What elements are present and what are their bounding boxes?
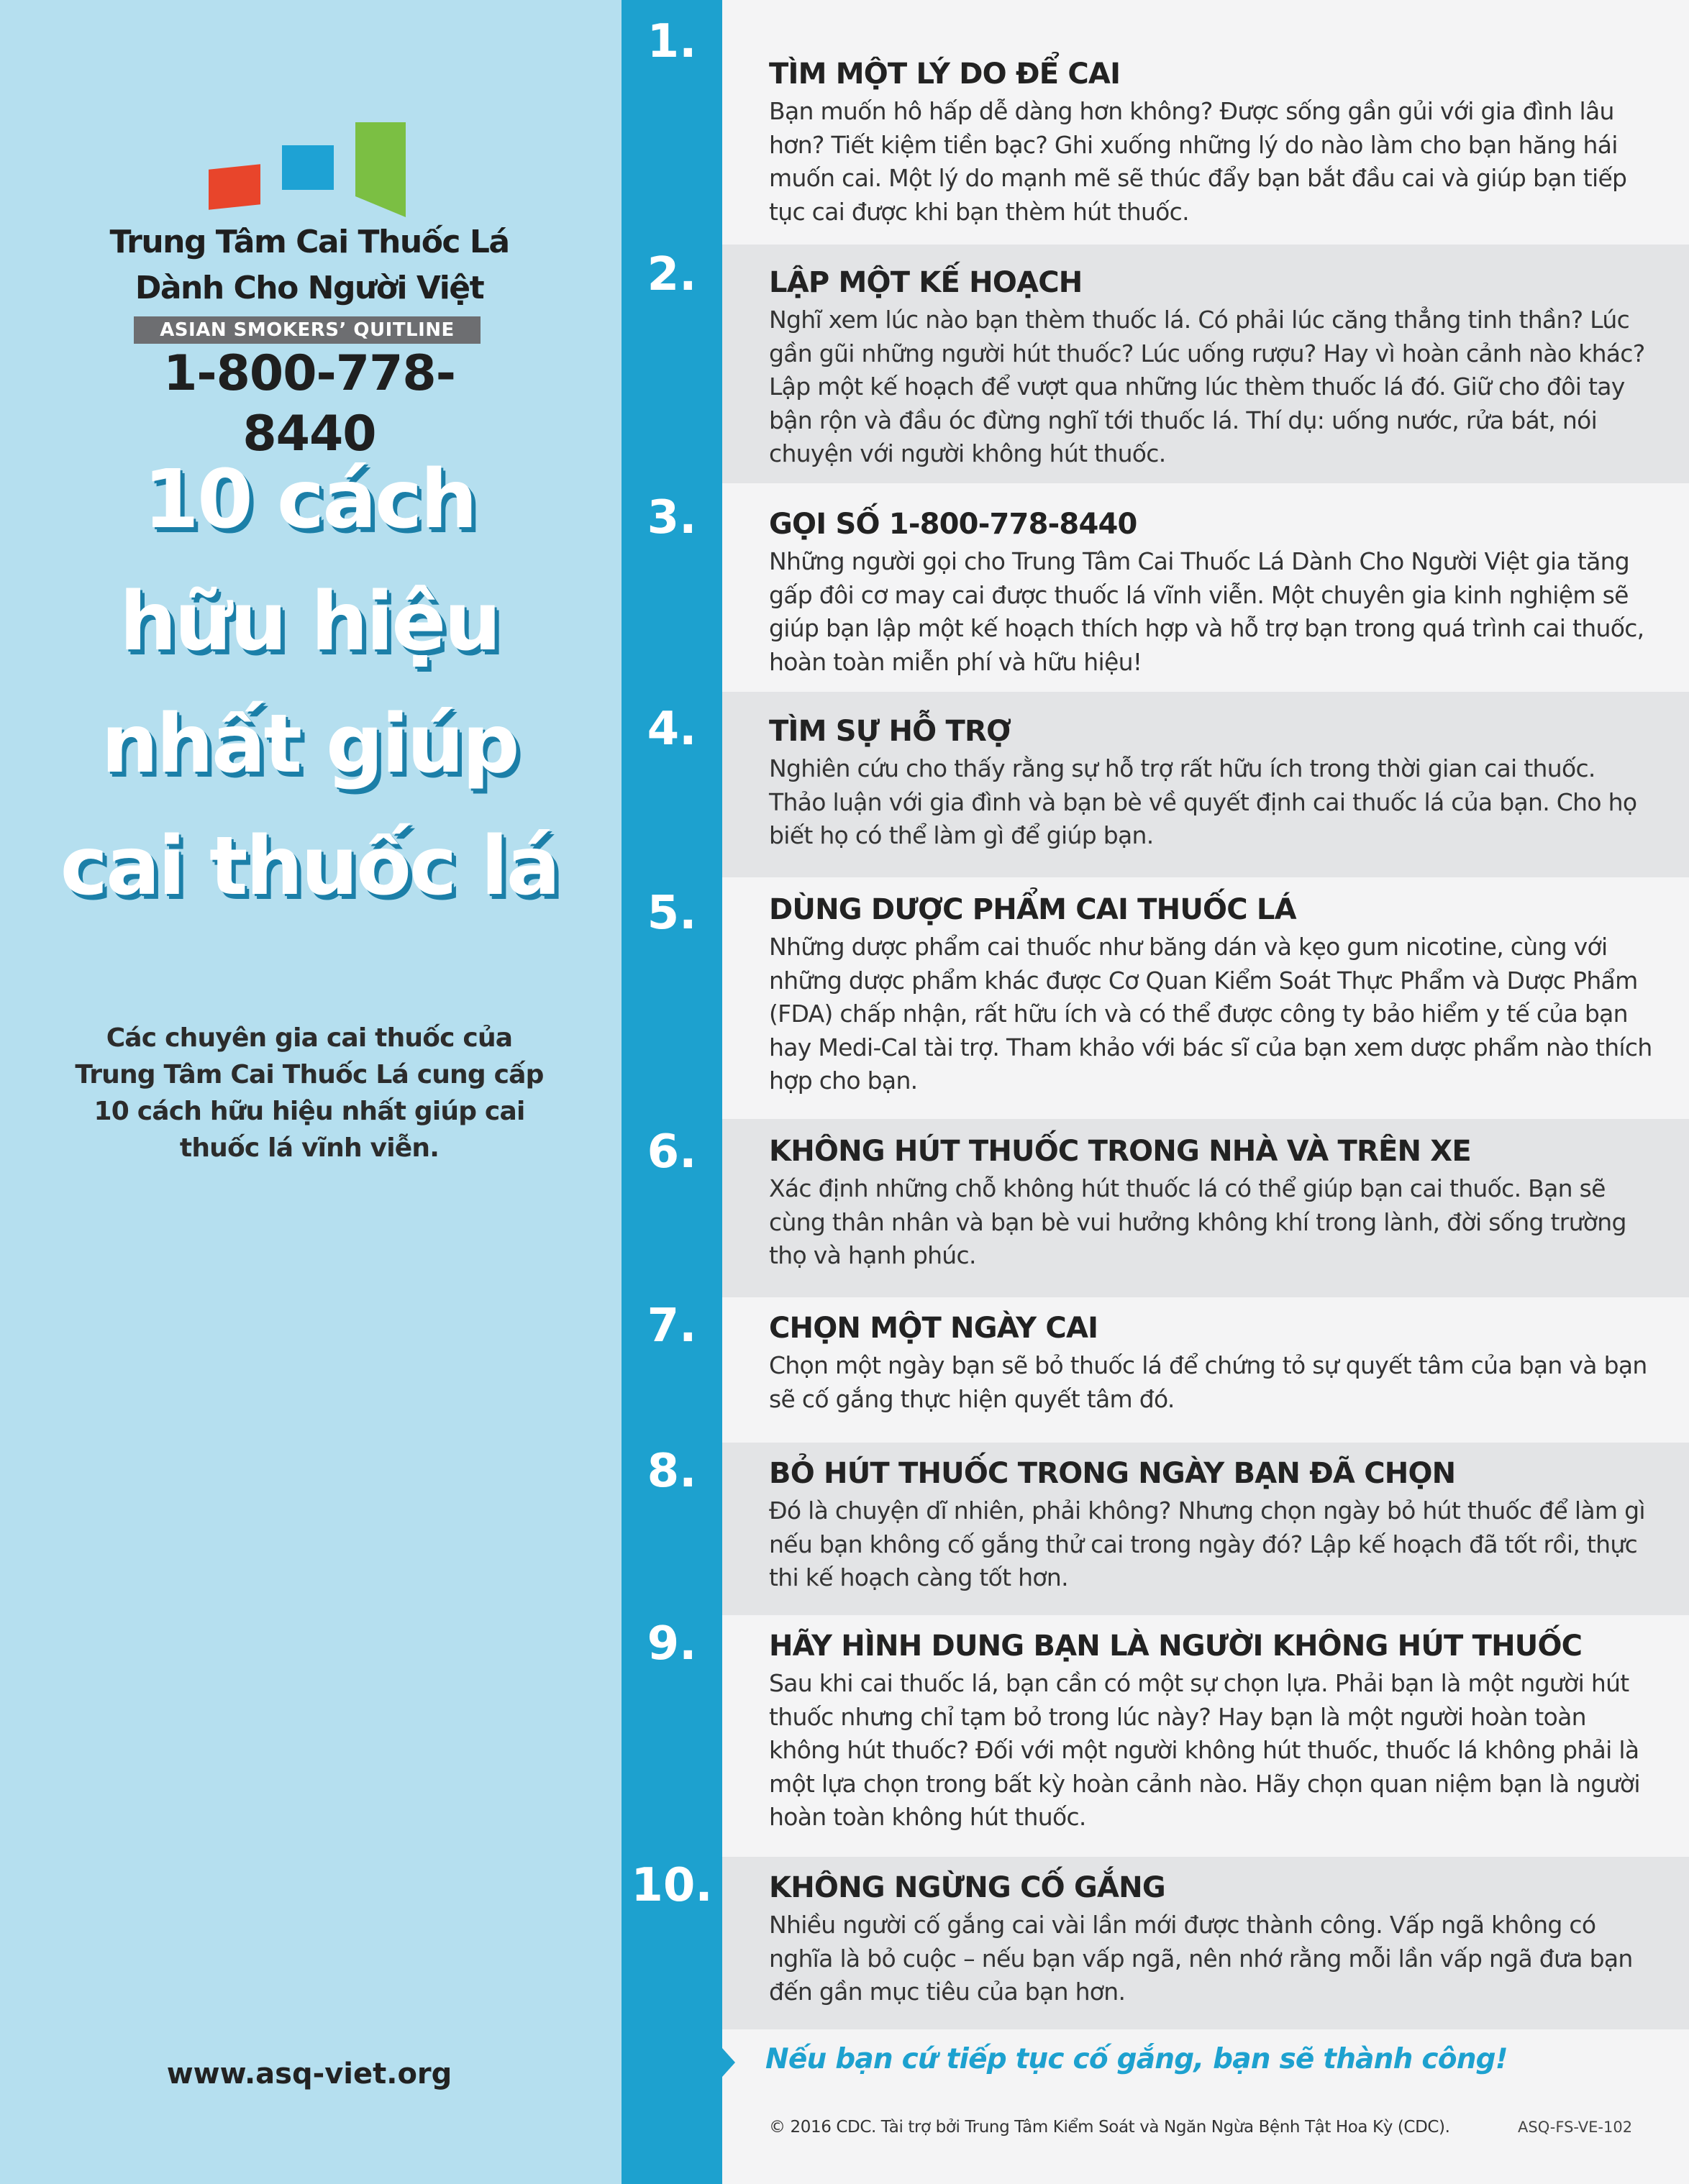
step-body: Đó là chuyện dĩ nhiên, phải không? Nhưng chọn ngày bỏ hút thuốc để làm gì nếu bạn không cố gắng thử cai trong ngày đó? Lập kế hoạch đã tốt rồi, thực thi kế hoạch càng tốt hơn. <box>769 1497 1645 1591</box>
step-8-content <box>0 1443 1689 1615</box>
step-number: 3. <box>647 491 697 544</box>
step-number: 6. <box>647 1125 697 1179</box>
red-flag-icon <box>209 164 260 210</box>
step-body: Những dược phẩm cai thuốc như băng dán và kẹo gum nicotine, cùng với những dược phẩm khác được Cơ Quan Kiểm Soát Thực Phẩm và Dược Phẩm (FDA) chấp nhận, rất hữu ích và có thể được công ty bảo hiểm y tế của bạn hay Medi-Cal tài trợ. Tham khảo với bác sĩ của bạn xem dược phẩm nào thích hợp cho bạn. <box>769 933 1652 1095</box>
step-number: 1. <box>647 15 697 68</box>
copyright: © 2016 CDC. Tài trợ bởi Trung Tâm Kiểm Soát và Ngăn Ngừa Bệnh Tật Hoa Kỳ (CDC). <box>769 2118 1450 2137</box>
step-body: Chọn một ngày bạn sẽ bỏ thuốc lá để chứng tỏ sự quyết tâm của bạn và bạn sẽ cố gắng thực hiện quyết tâm đó. <box>769 1351 1647 1413</box>
step-title: KHÔNG HÚT THUỐC TRONG NHÀ VÀ TRÊN XE <box>769 1135 1471 1168</box>
website-link[interactable]: www.asq-viet.org <box>166 2057 452 2091</box>
org-name-line1: Trung Tâm Cai Thuốc Lá <box>109 224 509 260</box>
blue-flag-icon <box>282 145 334 190</box>
step-body: Nghĩ xem lúc nào bạn thèm thuốc lá. Có phải lúc căng thẳng tinh thần? Lúc gần gũi những người hút thuốc? Lúc uống rượu? Hay vì hoàn cảnh nào khác? Lập một kế hoạch để vượt qua những lúc thèm thuốc lá đó. Giữ cho đôi tay bận rộn và đầu óc đừng nghĩ tới thuốc lá. Thí dụ: uống nước, rửa bát, nói chuyện với người không hút thuốc. <box>769 306 1645 467</box>
arrow-icon <box>722 2048 735 2077</box>
step-title: CHỌN MỘT NGÀY CAI <box>769 1312 1098 1345</box>
step-body: Nghiên cứu cho thấy rằng sự hỗ trợ rất hữu ích trong thời gian cai thuốc. Thảo luận với gia đình và bạn bè về quyết định cai thuốc lá của bạn. Cho họ biết họ có thể làm gì để giúp bạn. <box>769 754 1637 849</box>
step-title: KHÔNG NGỪNG CỐ GẮNG <box>769 1871 1165 1904</box>
step-title: TÌM MỘT LÝ DO ĐỂ CAI <box>769 58 1121 91</box>
step-title: HÃY HÌNH DUNG BẠN LÀ NGƯỜI KHÔNG HÚT THUỐC <box>769 1630 1583 1663</box>
step-body: Xác định những chỗ không hút thuốc lá có thể giúp bạn cai thuốc. Bạn sẽ cùng thân nhân và bạn bè vui hưởng không khí trong lành, đời sống trường thọ và hạnh phúc. <box>769 1174 1626 1269</box>
step-number: 10. <box>631 1859 713 1912</box>
step-title: DÙNG DƯỢC PHẨM CAI THUỐC LÁ <box>769 893 1296 926</box>
step-1-content <box>0 0 1689 245</box>
step-body: Nhiều người cố gắng cai vài lần mới được thành công. Vấp ngã không có nghĩa là bỏ cuộc – nếu bạn vấp ngã, nên nhớ rằng mỗi lần vấp ngã đưa bạn đến gần mục tiêu của bạn hơn. <box>769 1911 1633 2006</box>
step-10-content <box>0 1857 1689 2029</box>
step-number: 8. <box>647 1445 697 1498</box>
step-number: 7. <box>647 1299 697 1353</box>
document-code: ASQ-FS-VE-102 <box>1518 2119 1633 2136</box>
step-7-content <box>0 1297 1689 1443</box>
headline-line4: cai thuốc lá <box>60 820 559 913</box>
quitline-label: ASIAN SMOKERS’ QUITLINE <box>134 316 481 344</box>
org-name-line2: Dành Cho Người Việt <box>135 270 484 306</box>
step-body: Bạn muốn hô hấp dễ dàng hơn không? Được sống gần gủi với gia đình lâu hơn? Tiết kiệm tiền bạc? Ghi xuống những lý do nào làm cho bạn hăng hái muốn cai. Một lý do mạnh mẽ sẽ thúc đẩy bạn bắt đầu cai và giúp bạn tiếp tục cai được khi bạn thèm hút thuốc. <box>769 97 1627 226</box>
headline-line1: 10 cách <box>143 453 475 547</box>
phone-number: 1-800-778-8440 <box>163 345 455 462</box>
step-title: GỌI SỐ 1-800-778-8440 <box>769 508 1137 541</box>
headline-line3: nhất giúp <box>101 698 518 791</box>
step-title: BỎ HÚT THUỐC TRONG NGÀY BẠN ĐÃ CHỌN <box>769 1457 1456 1490</box>
step-number: 5. <box>647 887 697 940</box>
step-body: Những người gọi cho Trung Tâm Cai Thuốc Lá Dành Cho Người Việt gia tăng gấp đôi cơ may cai được thuốc lá vĩnh viễn. Một chuyên gia kinh nghiệm sẽ giúp bạn lập một kế hoạch thích hợp và hỗ trợ bạn trong quá trình cai thuốc, hoàn toàn miễn phí và hữu hiệu! <box>769 547 1644 676</box>
step-9-content <box>0 1615 1689 1857</box>
step-number: 2. <box>647 248 697 301</box>
call-to-action: Nếu bạn cứ tiếp tục cố gắng, bạn sẽ thành công! <box>765 2043 1508 2075</box>
step-title: TÌM SỰ HỖ TRỢ <box>769 715 1011 748</box>
step-number: 4. <box>647 703 697 756</box>
step-body: Sau khi cai thuốc lá, bạn cần có một sự chọn lựa. Phải bạn là một người hút thuốc nhưng chỉ tạm bỏ trong lúc này? Hay bạn là một người hoàn toàn không hút thuốc? Đối với một người không hút thuốc, thuốc lá không phải là một lựa chọn trong bất kỳ hoàn cảnh nào. Hãy chọn quan niệm bạn là người hoàn toàn không hút thuốc. <box>769 1669 1640 1831</box>
step-number: 9. <box>647 1617 697 1671</box>
step-title: LẬP MỘT KẾ HOẠCH <box>769 266 1083 299</box>
intro-blurb: Các chuyên gia cai thuốc của Trung Tâm Cai Thuốc Lá cung cấp 10 cách hữu hiệu nhất giúp cai thuốc lá vĩnh viễn. <box>75 1023 544 1163</box>
headline-line2: hữu hiệu <box>119 575 499 669</box>
